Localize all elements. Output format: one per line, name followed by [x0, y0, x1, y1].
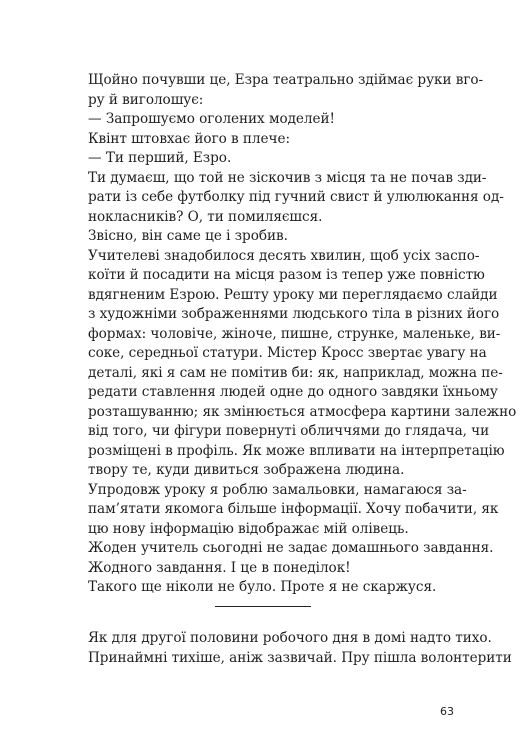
text-line: Принаймні тихіше, аніж зазвичай. Пру пішла волонтерити: [88, 649, 512, 666]
text-line: розташуванню; як змінюється атмосфера картини залежно: [88, 403, 517, 420]
text-line: Як для другої половини робочого дня в домі надто тихо.: [88, 630, 492, 646]
text-line: — Ти перший, Езро.: [88, 150, 232, 166]
text-line: твору те, куди дивиться зображена людина.: [88, 462, 405, 478]
text-line: Ти думаєш, що той не зіскочив з місця та не почав зди-: [88, 169, 487, 186]
text-line: вдягненим Езрою. Решту уроку ми переглядаємо слайди: [88, 286, 498, 303]
text-line: Звісно, він саме це і зробив.: [88, 228, 288, 244]
text-line: Жоден учитель сьогодні не задає домашнього завдання.: [88, 540, 494, 556]
text-line: нокласників? О, ти помиляєшся.: [88, 208, 323, 225]
text-line: від того, чи фігури повернуті обличчями до глядача, чи: [88, 423, 490, 439]
text-line: пам’ятати якомога більше інформації. Хочу побачити, як: [88, 501, 499, 517]
text-line: коїти й посадити на місця разом із тепер уже повністю: [88, 267, 485, 283]
text-line: з художніми зображеннями людського тіла в різних його: [88, 306, 500, 322]
text-line: деталі, які я сам не помітив би: як, наприклад, можна пе-: [88, 364, 503, 381]
text-line: ру й виголошує:: [88, 91, 204, 108]
text-line: Квінт штовхає його в плече:: [88, 130, 290, 147]
text-line: — Запрошуємо оголених моделей!: [88, 111, 335, 127]
text-line: розміщені в профіль. Як може впливати на інтерпретацію: [88, 442, 505, 459]
text-line: Учителеві знадобилося десять хвилин, щоб усіх заспо-: [88, 247, 480, 264]
text-line: Такого ще ніколи не було. Проте я не скаржуся.: [88, 579, 437, 595]
text-line: Щойно почувши це, Езра театрально здіймає руки вго-: [88, 72, 484, 88]
text-line: редати ставлення людей одне до одного завдяки їхньому: [88, 384, 498, 400]
main-text-block: [88, 71, 517, 598]
second-text-block: [88, 629, 512, 668]
page-number: 63: [440, 705, 454, 718]
section-divider: [215, 606, 311, 607]
text-line: Жодного завдання. І це в понеділок!: [88, 559, 351, 576]
text-line: рати із себе футболку під гучний свист й улюлюкання од-: [88, 189, 504, 205]
text-line: Упродовж уроку я роблю замальовки, намагаюся за-: [88, 481, 467, 498]
text-line: формах: чоловіче, жіноче, пишне, струнке, маленьке, ви-: [88, 325, 501, 342]
text-line: соке, середньої статури. Містер Кросс звертає увагу на: [88, 345, 487, 361]
text-line: цю нову інформацію відображає мій олівець.: [88, 520, 409, 537]
